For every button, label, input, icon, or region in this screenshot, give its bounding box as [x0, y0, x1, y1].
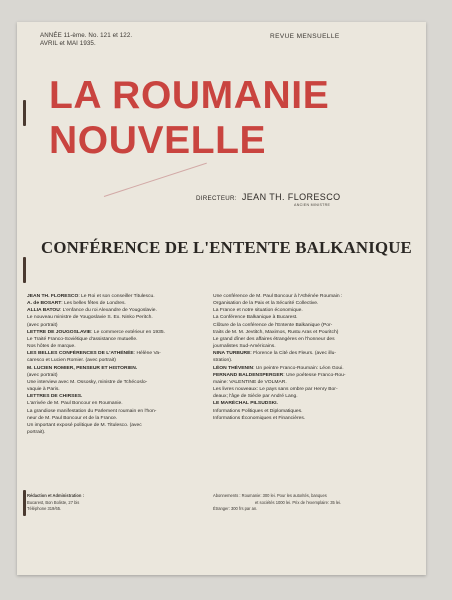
entry-text: vaquie à Paris.: [27, 387, 60, 393]
contents-entry: [213, 343, 403, 350]
contents-entry: [27, 336, 205, 343]
binding-mark-middle: [23, 257, 26, 283]
entry-author: LE MARÉCHAL PILSUDSKI.: [213, 401, 278, 407]
contents-entry: [27, 379, 205, 386]
entry-author: A. de BOSART: [27, 301, 62, 307]
contents-entry: [27, 422, 205, 429]
contents-entry: [27, 415, 205, 422]
entry-text: : Les belles fêtes de Londres.: [61, 301, 126, 307]
subscription-info: [213, 493, 403, 513]
contents-entry: [27, 293, 205, 300]
entry-text: : Un peintre Franco-Roumain: Léon Goui.: [253, 365, 344, 371]
binding-mark-top: [23, 100, 26, 126]
entry-author: LES BELLES CONFÉRENCES DE L'ATHÉNÉE: [27, 351, 134, 357]
entry-author: LETTRE DE JOUGOSLAVIE: [27, 329, 92, 335]
contents-entry: [27, 329, 205, 336]
footer-left-line: Téléphone 319/65.: [27, 506, 62, 512]
masthead-title-line2: NOUVELLE: [49, 119, 267, 162]
contents-entry: [27, 429, 205, 436]
entry-text: : Le commerce extérieur en 1935.: [91, 329, 165, 335]
entry-text: stration).: [213, 358, 233, 364]
entry-text: Informations Politiques et Diplomatiques.: [213, 408, 303, 414]
entry-text: traits de M. M. Jevtitch, Maximos, Rustu Aras et Pouritch): [213, 329, 339, 335]
entry-text: deaux; l'âge de Siècle par André Lang.: [213, 394, 298, 400]
entry-text: journalistes Sud-Américains.: [213, 344, 276, 350]
entry-text: portrait).: [27, 429, 46, 435]
director-name: JEAN TH. FLORESCO: [241, 192, 341, 202]
entry-text: La Conférence Balkanique à Bucarest.: [213, 315, 298, 321]
contents-entry: [213, 350, 403, 357]
contents-entry: [213, 365, 403, 372]
contents-left-column: [27, 293, 205, 436]
entry-author: FERNAND BALDENSPERGER: [213, 372, 284, 378]
entry-text: : Une poétesse Franco-Rou-: [283, 372, 346, 378]
entry-text: Clôture de la conférence de l'Entente Balkanique (Por-: [213, 322, 333, 328]
contents-entry: [213, 314, 403, 321]
contents-entry: [27, 386, 205, 393]
entry-text: caresco et Lucien Romier. (avec portrait): [27, 358, 116, 364]
entry-text: : Florence la Cité des Fleurs. (avec illu-: [250, 351, 337, 357]
issue-date: AVRIL et MAI 1935.: [40, 39, 96, 47]
contents-entry: [27, 393, 205, 400]
periodicity-label: REVUE MENSUELLE: [270, 33, 340, 40]
director-subtitle: ANCIEN MINISTRE: [294, 203, 331, 207]
entry-text: maine: VALENTINE de VOLMAR.: [213, 379, 287, 385]
contents-entry: [27, 350, 205, 357]
contents-entry: [213, 386, 403, 393]
entry-text: Une interview avec M. Ossosky, ministre de Tchécoslo-: [27, 379, 148, 385]
entry-text: L'arrivée de M. Paul Boncour en Roumanie.: [27, 401, 123, 407]
contents-entry: [213, 329, 403, 336]
director-line: [196, 192, 341, 202]
entry-author: LÉON THÉVENIN: [213, 365, 254, 371]
binding-mark-bottom: [23, 490, 26, 516]
conference-heading: CONFÉRENCE DE L'ENTENTE BALKANIQUE: [41, 238, 412, 257]
contents-entry: [27, 365, 205, 372]
masthead-title-line1: LA ROUMANIE: [49, 74, 330, 117]
footer-left-line: Rédaction et Administration :: [27, 493, 84, 498]
entry-text: La grandiose manifestation du Parlement roumain en l'hon-: [27, 408, 157, 414]
contents-entry: [213, 379, 403, 386]
director-label: DIRECTEUR:: [196, 195, 237, 202]
issue-number: ANNÉE 11-ème. No. 121 et 122.: [40, 32, 133, 39]
entry-text: Nos hôtes de marque.: [27, 344, 76, 350]
footer-right-line: Abonnements : Roumanie: 300 lei. Pour les autorités, banques: [213, 493, 327, 498]
entry-text: Les livres nouveaux: Le pays sans ombre par Henry Bor-: [213, 387, 338, 393]
entry-author: LETTRES DE CHIRSES.: [27, 394, 83, 400]
contents-entry: [213, 415, 403, 422]
contents-entry: [213, 322, 403, 329]
contents-entry: [27, 300, 205, 307]
entry-author: JEAN TH. FLORESCO: [27, 294, 79, 299]
entry-text: Le nouveau ministre de Yougoslavie S. Ex. Ninko Peritch.: [27, 315, 153, 321]
entry-text: Un important exposé politique de M. Titulesco. (avec: [27, 422, 142, 428]
footer-right-line: et sociétés 1000 lei. Prix de l'exemplaire: 35 lei.: [255, 499, 342, 505]
entry-text: Informations Économiques et Financières.: [213, 415, 306, 421]
contents-entry: [27, 372, 205, 379]
contents-entry: [213, 357, 403, 364]
contents-entry: [27, 322, 205, 329]
contents-entry: [27, 314, 205, 321]
entry-text: (avec portrait): [27, 372, 58, 378]
contents-entry: [27, 357, 205, 364]
entry-text: : Hélène Va-: [133, 351, 161, 357]
contents-entry: [213, 372, 403, 379]
entry-text: : L'enfance du roi Alexandre de Yougoslavie.: [59, 308, 157, 314]
editorial-address: [27, 493, 207, 513]
contents-entry: [27, 400, 205, 407]
contents-right-column: [213, 293, 403, 422]
entry-author: NINA TURBURE: [213, 351, 251, 357]
contents-entry: [213, 400, 403, 407]
footer-right-line: Étranger: 300 frs par an.: [213, 506, 258, 512]
contents-entry: [213, 300, 403, 307]
entry-text: (avec portrait): [27, 322, 58, 328]
contents-entry: [27, 307, 205, 314]
entry-text: neur de M. Paul Boncour et de la France.: [27, 415, 118, 421]
issue-info: [40, 32, 132, 47]
entry-text: Le grand dîner des affaires étrangères en l'honneur des: [213, 336, 335, 342]
entry-author: ALLIA BATOU: [27, 308, 60, 314]
footer-left-line: Bucarest, Bon Boliste, 27 bis: [27, 499, 80, 505]
contents-entry: [213, 307, 403, 314]
entry-text: Une conférence de M. Paul Boncour à l'Athénée Roumain :: [213, 294, 343, 299]
entry-text: Organisation de la Paix et la Sécurité Collective.: [213, 301, 319, 307]
contents-entry: [213, 336, 403, 343]
entry-text: La France et notre situation économique.: [213, 308, 303, 314]
contents-entry: [27, 343, 205, 350]
entry-author: M. LUCIEN ROMIER, PENSEUR ET HISTORIEN.: [27, 365, 138, 371]
entry-text: Le Traité Franco-Soviétique d'assistance mutuelle.: [27, 336, 138, 342]
contents-entry: [213, 408, 403, 415]
contents-entry: [213, 293, 403, 300]
entry-text: : Le Roi et son conseiller Titulescu.: [78, 294, 155, 299]
contents-entry: [213, 393, 403, 400]
contents-entry: [27, 408, 205, 415]
